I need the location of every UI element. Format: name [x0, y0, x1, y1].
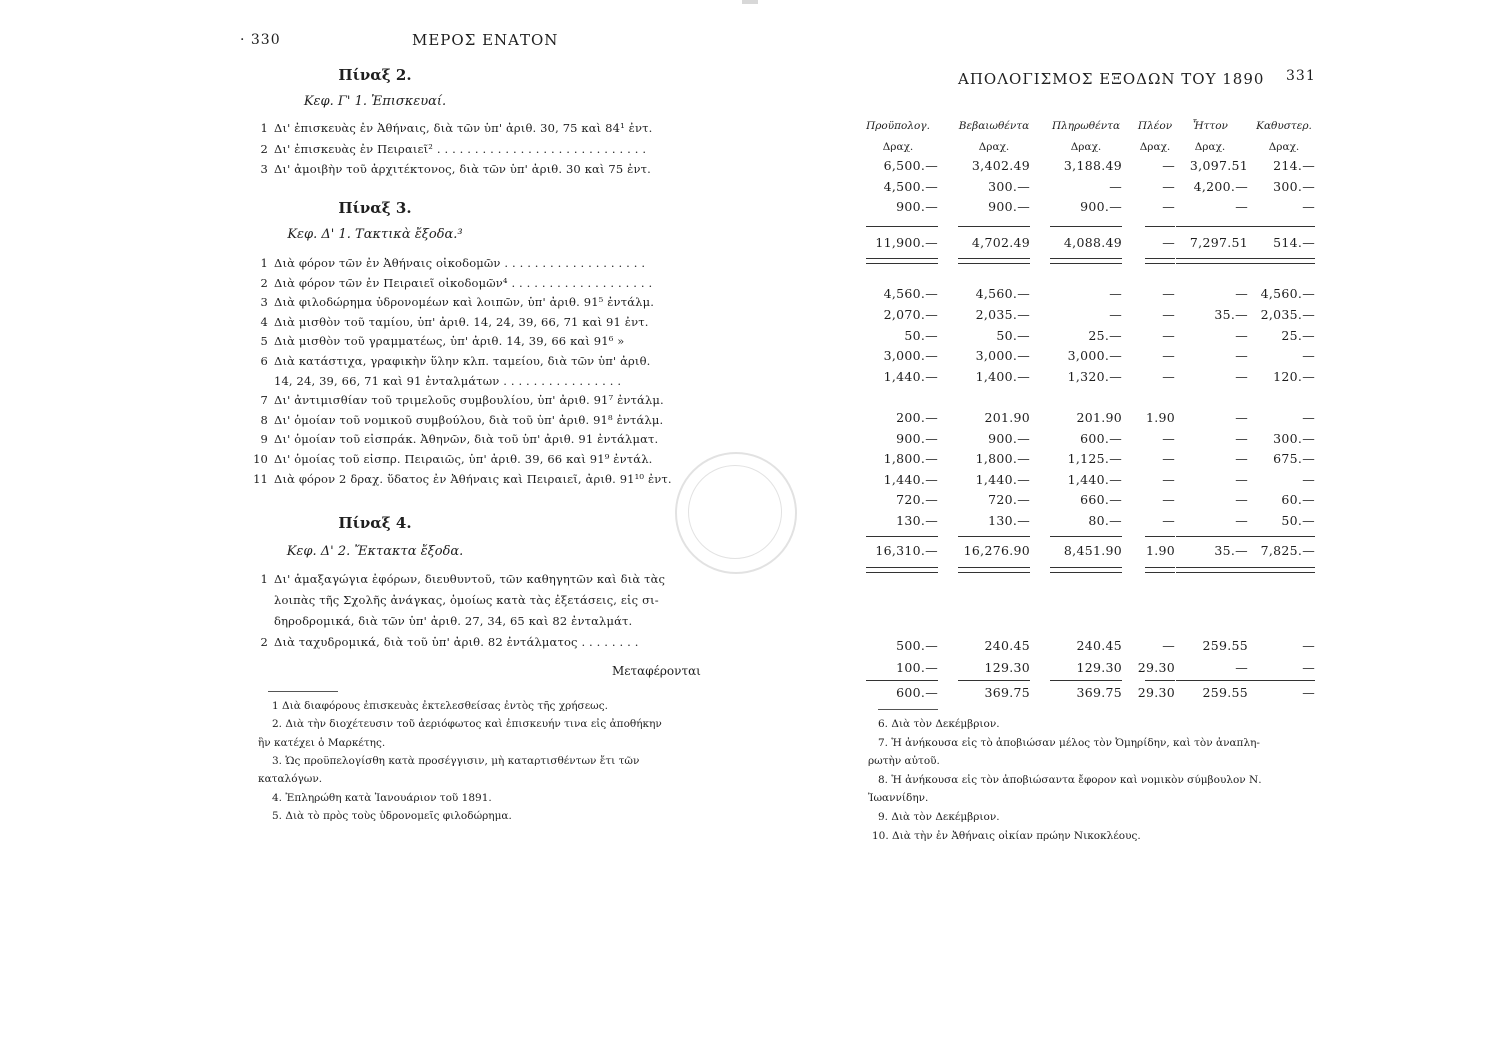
- table-cell: 259.55: [1202, 638, 1248, 653]
- table2-heading: Πίναξ 2.: [338, 66, 412, 84]
- left-running-title: ΜΕΡΟΣ ΕΝΑΤΟΝ: [412, 31, 559, 49]
- table-cell: 1.90: [1145, 410, 1175, 425]
- total-cell: 600.—: [896, 685, 938, 700]
- table-cell: 3,000.—: [975, 348, 1030, 364]
- table-cell: —: [1302, 199, 1315, 214]
- table-cell: 129.30: [1076, 659, 1122, 675]
- table-cell: 240.45: [1076, 638, 1122, 653]
- table-cell: 214.—: [1273, 158, 1315, 173]
- table-cell: —: [1302, 659, 1315, 675]
- table-cell: —: [1302, 410, 1315, 425]
- total-cell: 7,297.51: [1189, 235, 1248, 250]
- footnote-line: 8. Ἡ ἀνήκουσα εἰς τὸν ἀποβιώσαντα ἔφορον καὶ νομικὸν σύμβουλον Ν.: [878, 773, 1262, 786]
- column-header-unit: Δραχ.: [978, 141, 1010, 153]
- footnote-line: 7. Ἡ ἀνήκουσα εἰς τὸ ἀποβιώσαν μέλος τὸν Ὀμηρίδην, καὶ τὸν ἀναπλη-: [878, 736, 1260, 749]
- footnote-rule-right: [878, 709, 938, 710]
- footnote-line: 1 Διὰ διαφόρους ἐπισκευὰς ἐκτελεσθείσας ἐντὸς τῆς χρήσεως.: [272, 700, 608, 712]
- table-cell: —: [1162, 348, 1175, 364]
- entry-number: 7: [260, 393, 268, 408]
- table-cell: —: [1302, 348, 1315, 364]
- entry-item: [252, 635, 639, 649]
- entry-item: [252, 295, 654, 309]
- column-header-label: Πλέον: [1137, 120, 1173, 132]
- entry-item: [252, 142, 646, 156]
- table-cell: 35.—: [1214, 306, 1248, 322]
- table-cell: —: [1235, 430, 1248, 446]
- subtotal-rule: [866, 226, 938, 227]
- subtotal-rule: [1243, 536, 1315, 537]
- table-cell: —: [1235, 369, 1248, 385]
- table-cell: 130.—: [988, 513, 1030, 528]
- table-cell: —: [1235, 410, 1248, 425]
- entry-number: 5: [260, 334, 268, 349]
- table-cell: 900.—: [988, 199, 1030, 214]
- entry-text: λοιπὰς τῆς Σχολῆς ἀνάγκας, ὁμοίως κατὰ τὰς ἐξετάσεις, εἰς σι-: [274, 593, 659, 607]
- table-cell: 201.90: [1076, 410, 1122, 425]
- footnote-line: Ἰωαννίδην.: [868, 792, 929, 805]
- table-cell: 1,800.—: [975, 451, 1030, 467]
- table-cell: —: [1109, 286, 1122, 301]
- total-double-rule: [958, 567, 1030, 573]
- table-cell: 1,320.—: [1067, 369, 1122, 385]
- table4-heading: Πίναξ 4.: [338, 514, 412, 532]
- table3-subheading: Κεφ. Δ' 1. Τακτικὰ ἔξοδα.³: [287, 227, 463, 242]
- total-cell: 4,088.49: [1063, 235, 1122, 250]
- entry-continuation: [274, 374, 621, 388]
- table-cell: 4,200.—: [1193, 178, 1248, 194]
- table-cell: 1,440.—: [883, 471, 938, 487]
- entry-text: Διὰ φιλοδώρημα ὑδρονομέων καὶ λοιπῶν, ὑπ' ἀριθ. 91⁵ ἐντάλμ.: [274, 295, 654, 310]
- table-cell: 1,800.—: [883, 451, 938, 467]
- table-cell: 1,440.—: [975, 471, 1030, 487]
- entry-item: [252, 393, 664, 407]
- subtotal-rule: [1176, 680, 1248, 681]
- table-cell: 25.—: [1281, 327, 1315, 343]
- table-cell: —: [1162, 471, 1175, 487]
- table-cell: —: [1162, 430, 1175, 446]
- entry-text: Δι' ἁμαξαγώγια ἐφόρων, διευθυντοῦ, τῶν καθηγητῶν καὶ διὰ τὰς: [274, 572, 666, 586]
- subtotal-rule: [1145, 680, 1175, 681]
- subtotal-rule: [1176, 536, 1248, 537]
- table-cell: 1,440.—: [1067, 471, 1122, 487]
- table-cell: 500.—: [896, 638, 938, 653]
- entry-number: 2: [260, 275, 268, 290]
- entry-item: [252, 121, 652, 135]
- footnote-line: 2. Διὰ τὴν διοχέτευσιν τοῦ ἀεριόφωτος καὶ ἐπισκευήν τινα εἰς ἀποθήκην: [272, 718, 662, 731]
- entry-number: 4: [260, 314, 268, 329]
- table-cell: 4,560.—: [883, 286, 938, 301]
- table-cell: —: [1235, 659, 1248, 675]
- entry-text: Διὰ φόρον 2 δραχ. ὕδατος ἐν Ἀθήναις καὶ Πειραιεῖ, ἀριθ. 91¹⁰ ἐντ.: [274, 471, 672, 486]
- footnote-line: 6. Διὰ τὸν Δεκέμβριον.: [878, 718, 1000, 730]
- subtotal-rule: [1145, 536, 1175, 537]
- right-running-title: ΑΠΟΛΟΓΙΣΜΟΣ ΕΞΟΔΩΝ ΤΟΥ 1890: [958, 70, 1265, 88]
- total-double-rule: [1145, 258, 1175, 264]
- table-cell: 50.—: [1281, 513, 1315, 528]
- table-cell: 129.30: [984, 659, 1030, 675]
- total-cell: 1.90: [1145, 543, 1175, 558]
- footnote-line: ἣν κατέχει ὁ Μαρκέτης.: [258, 736, 386, 749]
- footnote-line: 3. Ὡς προϋπελογίσθη κατὰ προσέγγισιν, μὴ καταρτισθέντων ἔτι τῶν: [272, 754, 640, 767]
- table-cell: 300.—: [988, 178, 1030, 194]
- footnote-line: 9. Διὰ τὸν Δεκέμβριον.: [878, 811, 1000, 823]
- table-cell: 3,000.—: [883, 348, 938, 364]
- column-header-unit: Δραχ.: [1139, 141, 1171, 153]
- table-cell: 675.—: [1273, 451, 1315, 467]
- subtotal-rule: [958, 226, 1030, 227]
- table3-heading: Πίναξ 3.: [338, 199, 412, 217]
- subtotal-rule: [1145, 226, 1175, 227]
- footnote-line: ρωτὴν αὐτοῦ.: [868, 755, 940, 768]
- table-cell: 1,125.—: [1067, 451, 1122, 467]
- right-page-number: 331: [1286, 68, 1316, 84]
- table-cell: 201.90: [984, 410, 1030, 425]
- footnote-line: 4. Ἐπληρώθη κατὰ Ἰανουάριον τοῦ 1891.: [272, 791, 492, 804]
- subtotal-rule: [1243, 226, 1315, 227]
- total-double-rule: [866, 567, 938, 573]
- footnote-rule-left: [268, 691, 338, 692]
- total-cell: 369.75: [1076, 685, 1122, 700]
- entry-number: 1: [260, 121, 268, 135]
- entry-number: 9: [260, 432, 268, 447]
- footnote-line: καταλόγων.: [258, 773, 323, 786]
- total-cell: 29.30: [1137, 685, 1175, 700]
- entry-text: Διὰ κατάστιχα, γραφικὴν ὕλην κλπ. ταμείου, διὰ τῶν ὑπ' ἀριθ.: [274, 354, 651, 368]
- entry-number: 6: [260, 354, 268, 368]
- table-cell: 50.—: [996, 327, 1030, 343]
- table-cell: 3,402.49: [971, 158, 1030, 173]
- entry-item: [252, 162, 651, 176]
- table-cell: 4,560.—: [1260, 286, 1315, 301]
- table-cell: 50.—: [904, 327, 938, 343]
- table-cell: —: [1162, 369, 1175, 385]
- total-double-rule: [958, 258, 1030, 264]
- table-cell: 240.45: [984, 638, 1030, 653]
- total-double-rule: [866, 258, 938, 264]
- entry-text: Δι' ὁμοίας τοῦ εἰσπρ. Πειραιῶς, ὑπ' ἀριθ. 39, 66 καὶ 91⁹ ἐντάλ.: [274, 452, 653, 466]
- subtotal-rule: [958, 536, 1030, 537]
- subtotal-rule: [1176, 226, 1248, 227]
- table-cell: 900.—: [896, 430, 938, 446]
- entry-number: 1: [260, 256, 268, 270]
- total-cell: 16,310.—: [875, 543, 938, 558]
- table-cell: —: [1302, 471, 1315, 487]
- entry-number: 11: [253, 471, 268, 486]
- column-header-unit: Δραχ.: [1268, 141, 1300, 153]
- entry-item: [252, 452, 652, 466]
- table-cell: —: [1235, 451, 1248, 467]
- table-cell: —: [1162, 306, 1175, 322]
- table-cell: —: [1235, 199, 1248, 214]
- table-cell: —: [1162, 178, 1175, 194]
- entry-item: [252, 432, 658, 446]
- entry-item: [252, 315, 649, 329]
- table-cell: —: [1302, 638, 1315, 653]
- table-cell: 2,035.—: [975, 306, 1030, 322]
- table-cell: —: [1162, 513, 1175, 528]
- table-cell: 1,400.—: [975, 369, 1030, 385]
- subtotal-rule: [1050, 680, 1122, 681]
- entry-continuation: [274, 593, 659, 607]
- subtotal-rule: [1050, 226, 1122, 227]
- table4-subheading: Κεφ. Δ' 2. Ἔκτακτα ἔξοδα.: [286, 544, 464, 559]
- entry-item: [252, 572, 665, 586]
- entry-text: Δι' ἀντιμισθίαν τοῦ τριμελοῦς συμβουλίου, ὑπ' ἀριθ. 91⁷ ἐντάλμ.: [274, 393, 664, 408]
- entry-text: Διὰ ταχυδρομικά, διὰ τοῦ ὑπ' ἀριθ. 82 ἐντάλματος . . . . . . . .: [274, 635, 639, 649]
- total-double-rule: [1243, 258, 1315, 264]
- total-cell: —: [1162, 235, 1175, 250]
- total-double-rule: [1176, 567, 1248, 573]
- column-header-label: Ἧττον: [1192, 120, 1228, 132]
- table-cell: 300.—: [1273, 178, 1315, 194]
- table-cell: 660.—: [1080, 492, 1122, 508]
- table-cell: 900.—: [988, 430, 1030, 446]
- table-cell: —: [1235, 513, 1248, 528]
- entry-item: [252, 413, 663, 427]
- table-cell: —: [1162, 492, 1175, 508]
- entry-item: [252, 256, 645, 270]
- entry-text: δηροδρομικά, διὰ τῶν ὑπ' ἀριθ. 27, 34, 65 καὶ 82 ἐνταλμάτ.: [274, 614, 633, 628]
- table-cell: 25.—: [1088, 327, 1122, 343]
- table-cell: —: [1235, 492, 1248, 508]
- column-header-label: Βεβαιωθέντα: [958, 120, 1030, 132]
- table-cell: 720.—: [896, 492, 938, 508]
- table-cell: 300.—: [1273, 430, 1315, 446]
- table-cell: 100.—: [896, 659, 938, 675]
- table-cell: —: [1109, 178, 1122, 194]
- table-cell: —: [1235, 327, 1248, 343]
- table-cell: 3,097.51: [1189, 158, 1248, 173]
- table-cell: 2,035.—: [1260, 306, 1315, 322]
- entry-continuation: [274, 614, 632, 628]
- table2-subheading: Κεφ. Γ' 1. Ἐπισκευαί.: [303, 94, 447, 109]
- table-cell: —: [1235, 286, 1248, 301]
- subtotal-rule: [866, 680, 938, 681]
- column-header-label: Προϋπολογ.: [866, 120, 930, 132]
- column-header-unit: Δραχ.: [1194, 141, 1226, 153]
- subtotal-rule: [866, 536, 938, 537]
- total-cell: 8,451.90: [1063, 543, 1122, 558]
- total-cell: 11,900.—: [875, 235, 938, 250]
- column-header-label: Πληρωθέντα: [1051, 120, 1121, 132]
- table-cell: 900.—: [896, 199, 938, 214]
- table-cell: —: [1162, 327, 1175, 343]
- table-cell: 3,000.—: [1067, 348, 1122, 364]
- footnote-line: 10. Διὰ τὴν ἐν Ἀθήναις οἰκίαν πρώην Νικοκλέους.: [872, 829, 1141, 842]
- table-cell: 80.—: [1088, 513, 1122, 528]
- table-cell: —: [1162, 286, 1175, 301]
- table-cell: 4,560.—: [975, 286, 1030, 301]
- entry-number: 10: [253, 452, 268, 466]
- table-cell: 6,500.—: [883, 158, 938, 173]
- entry-item: [252, 354, 650, 368]
- column-header-unit: Δραχ.: [1070, 141, 1102, 153]
- table-cell: 1,440.—: [883, 369, 938, 385]
- table-cell: —: [1235, 348, 1248, 364]
- total-double-rule: [1243, 567, 1315, 573]
- table-cell: 900.—: [1080, 199, 1122, 214]
- table-cell: 120.—: [1273, 369, 1315, 385]
- total-double-rule: [1145, 567, 1175, 573]
- footnote-line: 5. Διὰ τὸ πρὸς τοὺς ὑδρονομεῖς φιλοδώρημα.: [272, 809, 512, 822]
- entry-text: Διὰ φόρον τῶν ἐν Ἀθήναις οἰκοδομῶν . . . . . . . . . . . . . . . . . . .: [274, 256, 646, 270]
- right-page: [750, 0, 1500, 1053]
- total-cell: 7,825.—: [1260, 543, 1315, 558]
- table-cell: 4,500.—: [883, 178, 938, 194]
- column-header-label: Καθυστερ.: [1256, 120, 1312, 132]
- table-cell: —: [1162, 199, 1175, 214]
- left-page-number: · 330: [240, 32, 281, 48]
- total-cell: 35.—: [1214, 543, 1248, 558]
- total-cell: —: [1302, 685, 1315, 700]
- entry-item: [252, 276, 652, 290]
- table-cell: 720.—: [988, 492, 1030, 508]
- entry-number: 2: [260, 141, 268, 156]
- entry-number: 2: [260, 635, 268, 649]
- entry-text: Διὰ μισθὸν τοῦ ταμίου, ὑπ' ἀριθ. 14, 24, 39, 66, 71 καὶ 91 ἐντ.: [274, 314, 649, 329]
- column-header-unit: Δραχ.: [882, 141, 914, 153]
- entry-number: 8: [260, 412, 268, 427]
- table-cell: —: [1235, 471, 1248, 487]
- entry-item: [252, 472, 672, 486]
- table-cell: 60.—: [1281, 492, 1315, 508]
- entry-text: Διὰ μισθὸν τοῦ γραμματέως, ὑπ' ἀριθ. 14, 39, 66 καὶ 91⁶ »: [274, 334, 625, 349]
- entry-text: Δι' ἀμοιβὴν τοῦ ἀρχιτέκτονος, διὰ τῶν ὑπ' ἀριθ. 30 καὶ 75 ἐντ.: [274, 162, 651, 176]
- total-cell: 369.75: [984, 685, 1030, 700]
- total-double-rule: [1176, 258, 1248, 264]
- total-cell: 16,276.90: [963, 543, 1030, 558]
- entry-item: [252, 334, 624, 348]
- table-cell: 200.—: [896, 410, 938, 425]
- table-cell: 2,070.—: [883, 306, 938, 322]
- table-cell: 130.—: [896, 513, 938, 528]
- entry-text: Διὰ φόρον τῶν ἐν Πειραιεῖ οἰκοδομῶν⁴ . . . . . . . . . . . . . . . . . . .: [274, 275, 653, 290]
- entry-number: 3: [260, 295, 268, 310]
- subtotal-rule: [1243, 680, 1315, 681]
- table-cell: 3,188.49: [1063, 158, 1122, 173]
- table-cell: 29.30: [1137, 659, 1175, 675]
- entry-text: 14, 24, 39, 66, 71 καὶ 91 ἐνταλμάτων . . . . . . . . . . . . . . . .: [274, 373, 622, 388]
- table-cell: 600.—: [1080, 430, 1122, 446]
- entry-number: 3: [260, 162, 268, 176]
- entry-text: Δι' ἐπισκευὰς ἐν Πειραιεῖ² . . . . . . . . . . . . . . . . . . . . . . . . . . . .: [274, 141, 647, 156]
- table-cell: —: [1109, 306, 1122, 322]
- total-cell: 4,702.49: [971, 235, 1030, 250]
- total-cell: 259.55: [1202, 685, 1248, 700]
- subtotal-rule: [1050, 536, 1122, 537]
- total-cell: 514.—: [1273, 235, 1315, 250]
- carried-forward-label: Μεταφέρονται: [612, 664, 701, 678]
- table-cell: —: [1162, 158, 1175, 173]
- table-cell: —: [1162, 638, 1175, 653]
- subtotal-rule: [958, 680, 1030, 681]
- entry-text: Δι' ἐπισκευὰς ἐν Ἀθήναις, διὰ τῶν ὑπ' ἀριθ. 30, 75 καὶ 84¹ ἐντ.: [274, 121, 653, 135]
- entry-number: 1: [260, 572, 268, 586]
- table-cell: —: [1162, 451, 1175, 467]
- entry-text: Δι' ὁμοίαν τοῦ εἰσπράκ. Ἀθηνῶν, διὰ τοῦ ὑπ' ἀριθ. 91 ἐντάλματ.: [274, 432, 659, 447]
- total-double-rule: [1050, 567, 1122, 573]
- total-double-rule: [1050, 258, 1122, 264]
- entry-text: Δι' ὁμοίαν τοῦ νομικοῦ συμβούλου, διὰ τοῦ ὑπ' ἀριθ. 91⁸ ἐντάλμ.: [274, 412, 664, 427]
